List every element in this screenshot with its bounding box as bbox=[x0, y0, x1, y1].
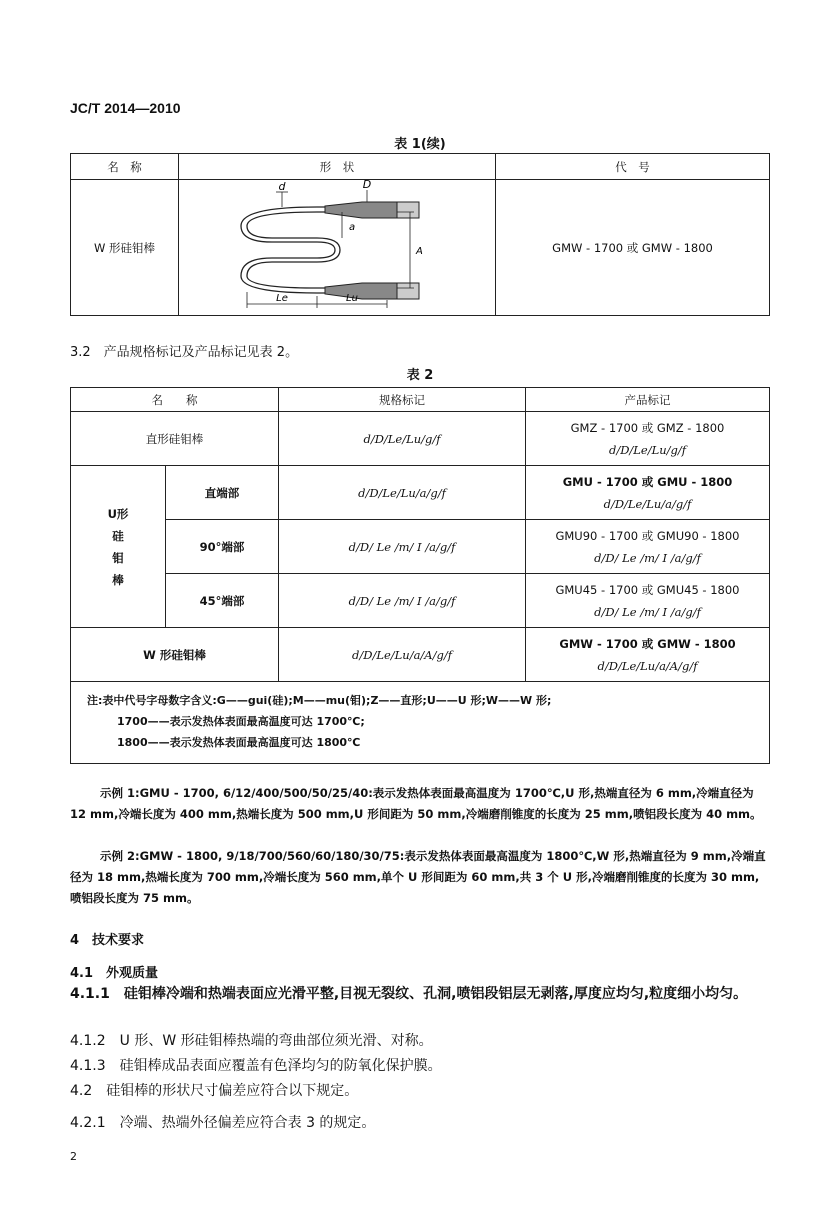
label-d: d bbox=[278, 180, 286, 193]
product-spec: d/D/ Le /m/ I /a/g/f bbox=[594, 604, 701, 619]
product-spec: d/D/Le/Lu/g/f bbox=[608, 442, 687, 457]
t2-w-name: W 形硅钼棒 bbox=[71, 628, 279, 682]
note-line: 注:表中代号字母数字含义:G——gui(硅);M——mu(钼);Z——直形;U——U 形;W——W 形; bbox=[87, 694, 552, 707]
section-4-1-2: 4.1.2 U 形、W 形硅钼棒热端的弯曲部位须光滑、对称。 bbox=[70, 1033, 433, 1049]
table-row bbox=[71, 466, 770, 520]
product-spec: d/D/Le/Lu/a/A/g/f bbox=[597, 658, 698, 673]
t1-row-name: W 形硅钼棒 bbox=[71, 180, 179, 316]
example-1: 示例 1:GMU - 1700, 6/12/400/500/50/25/40:表示发热体表面最高温度为 1700℃,U 形,热端直径为 6 mm,冷端直径为 12 mm,冷端长度为 400 mm,热端长度为 500 mm,U 形间距为 50 mm,冷端磨削锥度的长度为 25 mm,喷铝段长度为 40 mm。 bbox=[70, 786, 762, 821]
table-row bbox=[71, 412, 770, 466]
product-code: GMU - 1700 或 GMU - 1800 bbox=[562, 474, 733, 489]
t1-header-code: 代 号 bbox=[496, 154, 770, 180]
t2-u-group: U形 硅 钼 棒 bbox=[71, 466, 166, 628]
section-3-2: 3.2 产品规格标记及产品标记见表 2。 bbox=[70, 345, 299, 360]
t2-header-name: 名 称 bbox=[71, 388, 279, 412]
label-A: A bbox=[416, 246, 423, 257]
t2-notes bbox=[71, 682, 770, 764]
t2-u-straight-name: 直端部 bbox=[166, 466, 279, 520]
t2-straight-spec: d/D/Le/Lu/g/f bbox=[279, 412, 526, 466]
product-spec: d/D/ Le /m/ I /a/g/f bbox=[594, 550, 701, 565]
t2-u-45-name: 45°端部 bbox=[166, 574, 279, 628]
t1-header-name: 名 称 bbox=[71, 154, 179, 180]
t1-row-code: GMW - 1700 或 GMW - 1800 bbox=[496, 180, 770, 316]
section-4-2: 4.2 硅钼棒的形状尺寸偏差应符合以下规定。 bbox=[70, 1083, 359, 1099]
t2-w-product bbox=[526, 628, 770, 682]
t2-u-45-spec: d/D/ Le /m/ I /a/g/f bbox=[279, 574, 526, 628]
label-Le: Le bbox=[276, 293, 288, 304]
t2-w-spec: d/D/Le/Lu/a/A/g/f bbox=[279, 628, 526, 682]
t2-u-45-product bbox=[526, 574, 770, 628]
table-row bbox=[71, 520, 770, 574]
section-4-1: 4.1 外观质量 bbox=[70, 966, 159, 981]
table1-caption: 表 1(续) bbox=[394, 137, 446, 152]
label-Lu: Lu bbox=[346, 293, 358, 304]
label-a: a bbox=[349, 222, 356, 233]
note-line: 1700——表示发热体表面最高温度可达 1700℃; bbox=[117, 715, 365, 728]
table-row bbox=[71, 574, 770, 628]
document-id: JC/T 2014—2010 bbox=[70, 100, 181, 116]
label-D: D bbox=[362, 180, 372, 191]
table2 bbox=[70, 387, 770, 764]
section-4-2-1: 4.2.1 冷端、热端外径偏差应符合表 3 的规定。 bbox=[70, 1115, 376, 1131]
t2-u-90-spec: d/D/ Le /m/ I /a/g/f bbox=[279, 520, 526, 574]
t2-u-90-product bbox=[526, 520, 770, 574]
t2-header-spec: 规格标记 bbox=[279, 388, 526, 412]
t2-straight-name: 直形硅钼棒 bbox=[71, 412, 279, 466]
section-4-1-3: 4.1.3 硅钼棒成品表面应覆盖有色泽均匀的防氧化保护膜。 bbox=[70, 1058, 442, 1074]
t2-u-straight-spec: d/D/Le/Lu/a/g/f bbox=[279, 466, 526, 520]
product-spec: d/D/Le/Lu/a/g/f bbox=[603, 496, 692, 511]
product-code: GMU90 - 1700 或 GMU90 - 1800 bbox=[555, 528, 740, 543]
w-rod-diagram bbox=[232, 180, 442, 312]
table2-caption: 表 2 bbox=[406, 368, 434, 383]
table1 bbox=[70, 153, 770, 316]
section-4-title: 4 技术要求 bbox=[70, 933, 145, 948]
example-2: 示例 2:GMW - 1800, 9/18/700/560/60/180/30/75:表示发热体表面最高温度为 1800℃,W 形,热端直径为 9 mm,冷端直径为 18 mm,热端长度为 700 mm,冷端长度为 560 mm,单个 U 形间距为 60 mm,共 3 个 U 形,冷端磨削锥度的长度为 30 mm,喷铝段长度为 75 mm。 bbox=[70, 849, 766, 905]
t2-u-90-name: 90°端部 bbox=[166, 520, 279, 574]
t1-header-shape: 形 状 bbox=[179, 154, 496, 180]
t2-u-straight-product bbox=[526, 466, 770, 520]
product-code: GMU45 - 1700 或 GMU45 - 1800 bbox=[555, 582, 740, 597]
page-number: 2 bbox=[70, 1150, 77, 1163]
t1-row-shape bbox=[179, 180, 496, 316]
note-line: 1800——表示发热体表面最高温度可达 1800℃ bbox=[117, 736, 361, 749]
t2-header-product: 产品标记 bbox=[526, 388, 770, 412]
section-4-1-1: 4.1.1 硅钼棒冷端和热端表面应光滑平整,目视无裂纹、孔洞,喷铝段铝层无剥落,厚度应均匀,粒度细小均匀。 bbox=[70, 986, 748, 1002]
product-code: GMW - 1700 或 GMW - 1800 bbox=[559, 636, 736, 651]
table-row bbox=[71, 628, 770, 682]
t2-straight-product bbox=[526, 412, 770, 466]
product-code: GMZ - 1700 或 GMZ - 1800 bbox=[570, 420, 725, 435]
